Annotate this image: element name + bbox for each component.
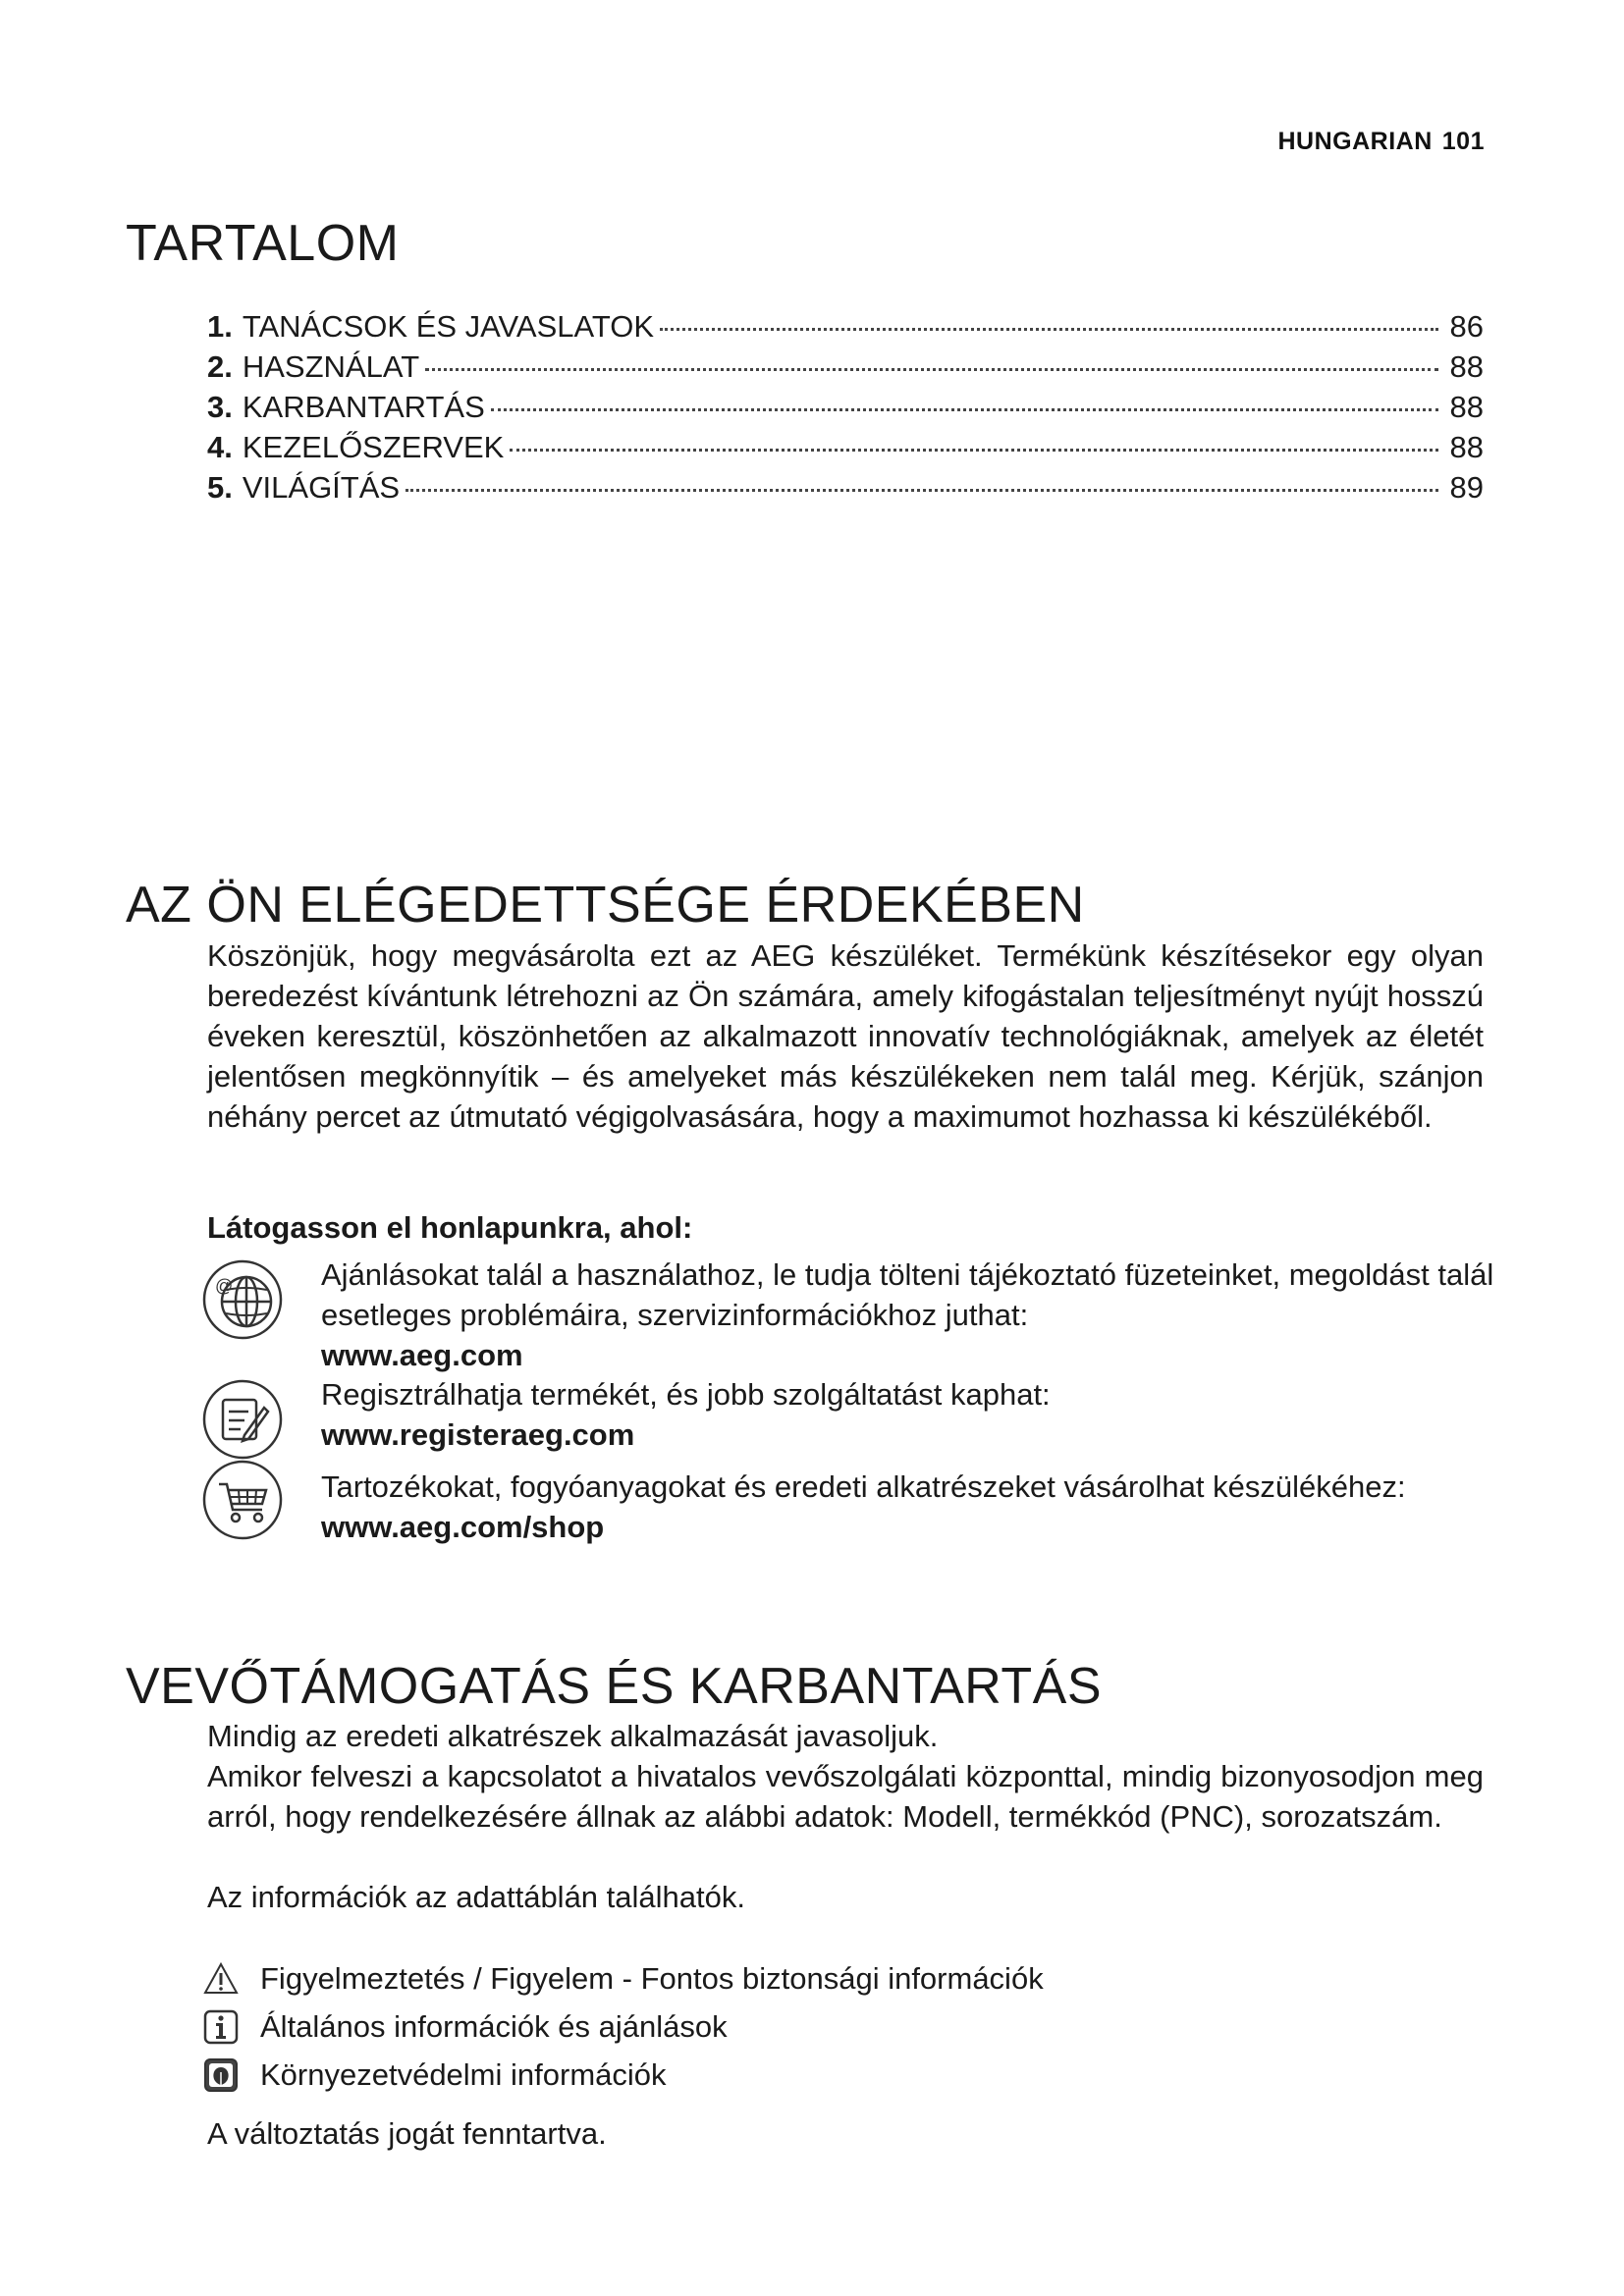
- satisfaction-title: AZ ÖN ELÉGEDETTSÉGE ÉRDEKÉBEN: [126, 877, 1085, 934]
- customer-service-line-2: Amikor felveszi a kapcsolatot a hivatalos vevőszolgálati központtal, mindig bizonyosodjon meg arról, hogy rendelkezésére állnak az alábbi adatok: Modell, termékkód (PNC), sorozatszám.: [207, 1759, 1484, 1834]
- toc-leader-dots: [660, 328, 1438, 331]
- toc-item-label: HASZNÁLAT: [242, 349, 420, 384]
- legend-environment-text: Környezetvédelmi információk: [260, 2057, 667, 2092]
- registration-icon: [201, 1378, 284, 1461]
- toc-item[interactable]: [207, 347, 1484, 387]
- toc-item-page: 88: [1449, 430, 1484, 464]
- toc-item-label: KEZELŐSZERVEK: [242, 430, 505, 464]
- info-icon: [203, 2009, 239, 2045]
- toc-leader-dots: [406, 489, 1438, 492]
- globe-icon: [201, 1258, 284, 1341]
- website-link[interactable]: www.aeg.com: [321, 1338, 523, 1372]
- shopping-cart-icon: [201, 1459, 284, 1541]
- legend-info: [203, 2005, 728, 2049]
- legend-warning-text: Figyelmeztetés / Figyelem - Fontos biztonsági információk: [260, 1961, 1044, 1996]
- toc-item[interactable]: [207, 427, 1484, 467]
- visit-item-content: [321, 1467, 1558, 1547]
- toc-item-page: 86: [1449, 309, 1484, 344]
- customer-service-title: VEVŐTÁMOGATÁS ÉS KARBANTARTÁS: [126, 1658, 1103, 1715]
- register-link[interactable]: www.registeraeg.com: [321, 1417, 635, 1452]
- table-of-contents: [207, 306, 1484, 507]
- visit-item-text: Tartozékokat, fogyóanyagokat és eredeti alkatrészeket vásárolhat készülékéhez:: [321, 1469, 1406, 1504]
- visit-item-content: [321, 1374, 1558, 1455]
- legend-warning: [203, 1957, 1044, 2001]
- toc-item-number: 5.: [207, 470, 233, 505]
- customer-service-line-3: Az információk az adattáblán találhatók.: [207, 1880, 745, 1914]
- toc-item-label: TANÁCSOK ÉS JAVASLATOK: [242, 309, 655, 344]
- legend-environment: [203, 2054, 667, 2097]
- toc-title: TARTALOM: [126, 215, 400, 272]
- toc-item-page: 89: [1449, 470, 1484, 505]
- visit-item-content: [321, 1255, 1558, 1375]
- customer-service-line-1: Mindig az eredeti alkatrészek alkalmazását javasoljuk.: [207, 1719, 939, 1753]
- toc-item-number: 2.: [207, 349, 233, 384]
- toc-item[interactable]: [207, 467, 1484, 507]
- visit-item-text: Ajánlásokat talál a használathoz, le tudja tölteni tájékoztató füzeteinket, megoldást talál esetleges problémáira, szervizinformációkhoz juthat:: [321, 1257, 1494, 1332]
- toc-item[interactable]: [207, 387, 1484, 427]
- toc-item-page: 88: [1449, 349, 1484, 384]
- page-header: [1278, 128, 1486, 156]
- visit-label: Látogasson el honlapunkra, ahol:: [207, 1210, 693, 1245]
- satisfaction-body: Köszönjük, hogy megvásárolta ezt az AEG készüléket. Termékünk készítésekor egy olyan beredezést kívántunk létrehozni az Ön számára, amely kifogástalan teljesítményt nyújt hosszú éveken keresztül, köszönhetően az alkalmazott innovatív technológiáknak, amelyek az életét jelentősen megkönnyítik – és amelyeket más készülékeken nem talál meg. Kérjük, szánjon néhány percet az útmutató végigolvasására, hogy a maximumot hozhassa ki készülékéből.: [207, 938, 1484, 1134]
- warning-icon: [203, 1961, 239, 1997]
- shop-link[interactable]: www.aeg.com/shop: [321, 1510, 605, 1544]
- toc-leader-dots: [510, 449, 1438, 452]
- toc-item-label: KARBANTARTÁS: [242, 390, 485, 424]
- toc-item-number: 3.: [207, 390, 233, 424]
- toc-item-page: 88: [1449, 390, 1484, 424]
- toc-item-label: VILÁGÍTÁS: [242, 470, 401, 505]
- header-language: HUNGARIAN: [1277, 128, 1433, 155]
- toc-item[interactable]: [207, 306, 1484, 347]
- footnote: A változtatás jogát fenntartva.: [207, 2116, 607, 2151]
- legend-info-text: Általános információk és ajánlások: [260, 2009, 728, 2044]
- svg-text:@: @: [215, 1276, 234, 1296]
- header-page-number: 101: [1441, 128, 1485, 155]
- toc-leader-dots: [425, 368, 1438, 371]
- toc-item-number: 1.: [207, 309, 233, 344]
- toc-item-number: 4.: [207, 430, 233, 464]
- environment-icon: [203, 2057, 239, 2093]
- toc-leader-dots: [491, 408, 1438, 411]
- visit-item-text: Regisztrálhatja termékét, és jobb szolgáltatást kaphat:: [321, 1377, 1051, 1412]
